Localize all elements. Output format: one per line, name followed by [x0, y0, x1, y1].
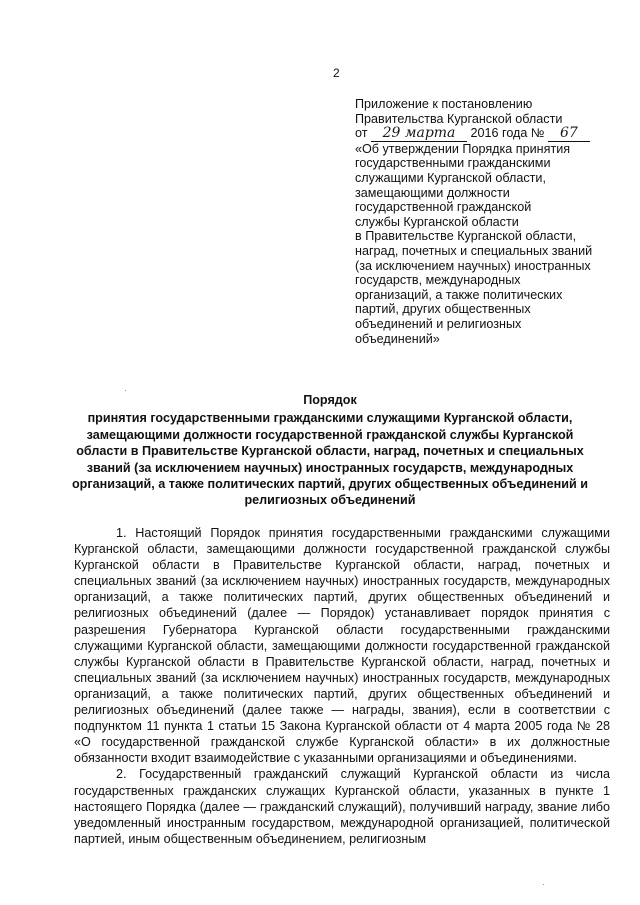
appendix-block	[355, 97, 620, 346]
appendix-line: государств, международных	[355, 273, 521, 288]
document-body	[74, 525, 610, 847]
paragraph-1: 1. Настоящий Порядок принятия государственными гражданскими служащими Курганской области, замещающими должности государственной гражданской службы Курганской области в Правительстве Курганской области, наград, почетных и специальных званий (за исключением научных) иностранных государств, международных организаций, а также политических партий, других общественных объединений и религиозных объединений (далее — Порядок) устанавливает порядок принятия с разрешения Губернатора Курганской области государственными гражданскими служащими Курганской области, замещающими должности государственной гражданской службы Курганской области в Правительстве Курганской области, наград, почетных и специальных званий (за исключением научных) иностранных государств, международных организаций, а также политических партий, других общественных объединений и религиозных объединений (далее также — награды, звания), если в соответствии с подпунктом 11 пункта 1 статьи 15 Закона Курганской области от 4 марта 2005 года № 28 «О государственной гражданской службе Курганской области» в их должностные обязанности входит взаимодействие с указанными организациями и объединениями.	[74, 526, 610, 766]
appendix-line: замещающими должности	[355, 185, 510, 200]
title-heading: Порядок	[303, 393, 357, 407]
appendix-line: государственной гражданской	[355, 200, 532, 215]
page-number: 2	[333, 66, 340, 80]
document-title	[60, 392, 600, 509]
appendix-line: служащими Курганской области,	[355, 170, 546, 185]
handwritten-date: 29 марта	[371, 126, 467, 142]
handwritten-number: 67	[548, 126, 590, 142]
appendix-line: в Правительстве Курганской области,	[355, 229, 577, 244]
paragraph-2: 2. Государственный гражданский служащий Курганской области из числа государственных гражданских служащих Курганской области, указанных в пункте 1 настоящего Порядка (далее — гражданский служащий), получивший награду, звание либо уведомленный иностранным государством, международной организацией, политической партией, иным общественным объединением, религиозным	[74, 767, 610, 846]
year-text: 2016 года №	[470, 126, 545, 141]
appendix-line: службы Курганской области	[355, 214, 519, 229]
appendix-line: партий, других общественных	[355, 302, 531, 317]
scan-speck: ·	[542, 880, 545, 889]
appendix-line: «Об утверждении Порядка принятия	[355, 141, 571, 156]
scan-speck: ·	[124, 386, 127, 395]
appendix-line: государственными гражданскими	[355, 156, 551, 171]
from-label: от	[355, 126, 368, 141]
appendix-line: объединений и религиозных	[355, 316, 522, 331]
appendix-line: объединений»	[355, 331, 440, 346]
title-subtitle: принятия государственными гражданскими служащими Курганской области, замещающими должности государственной гражданской службы Курганской области в Правительстве Курганской области, наград, почетных и специальных званий (за исключением научных) иностранных государств, международных организаций, а также политических партий, других общественных объединений и религиозных объединений	[71, 411, 589, 508]
appendix-line: (за исключением научных) иностранных	[355, 258, 591, 273]
appendix-line: Приложение к постановлению	[355, 97, 533, 111]
appendix-line: Правительства Курганской области	[355, 111, 563, 126]
appendix-line: организаций, а также политических	[355, 287, 563, 302]
appendix-line: наград, почетных и специальных званий	[355, 243, 593, 258]
appendix-date-line	[355, 126, 620, 142]
